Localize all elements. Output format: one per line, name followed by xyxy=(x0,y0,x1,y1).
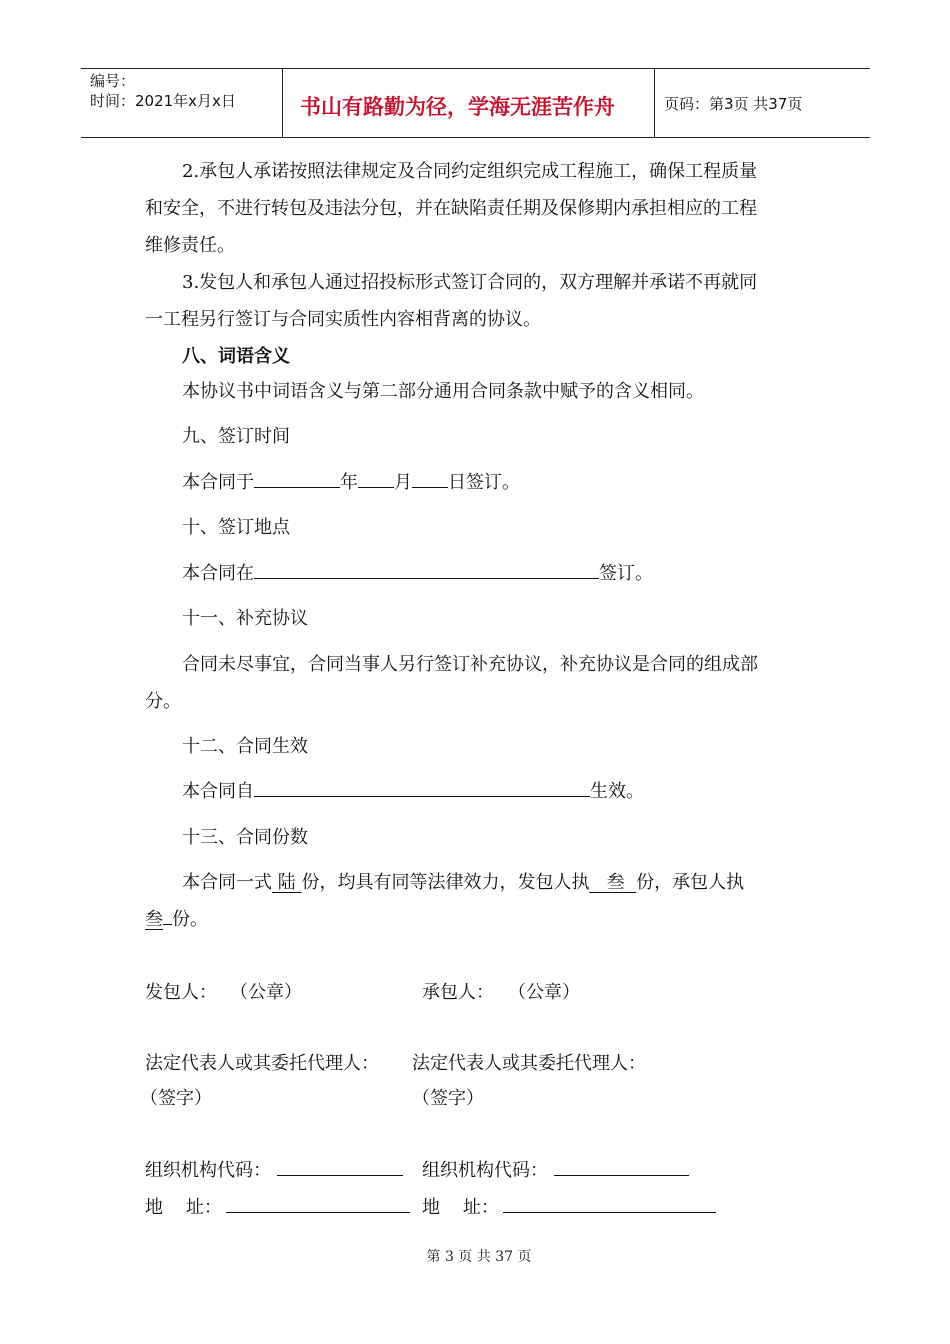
clause-2-line-2: 和安全，不进行转包及违法分包，并在缺陷责任期及保修期内承担相应的工程 xyxy=(145,198,757,219)
clause-2-line-1: 2.承包人承诺按照法律规定及合同约定组织完成工程施工，确保工程质量 xyxy=(182,161,758,182)
signing-date-line xyxy=(182,464,520,501)
clause-3-line-1: 3.发包人和承包人通过招投标形式签订合同的，双方理解并承诺不再就同 xyxy=(182,272,758,293)
signing-place-blank xyxy=(254,558,599,579)
legal-rep-right: 法定代表人或其委托代理人： xyxy=(412,1053,646,1074)
section-13-title: 十三、合同份数 xyxy=(182,827,308,848)
effective-blank xyxy=(254,776,590,797)
address-left-row xyxy=(145,1189,410,1226)
effective-date-line xyxy=(182,773,644,810)
copies-employer: 叁 xyxy=(606,872,625,893)
address-right-label: 地 址： xyxy=(422,1197,499,1218)
copies-line-2 xyxy=(145,901,208,938)
section-12-title: 十二、合同生效 xyxy=(182,736,308,757)
copies-text-c: 份，承包人执 xyxy=(636,872,745,893)
signature-left: （签字） xyxy=(140,1088,212,1109)
copies-line-1 xyxy=(182,864,744,901)
signing-month-label: 月 xyxy=(394,472,412,493)
section-9-title: 九、签订时间 xyxy=(182,426,290,447)
org-code-right-row xyxy=(422,1152,689,1189)
signing-date-prefix: 本合同于 xyxy=(182,472,254,493)
signing-year-blank xyxy=(254,467,340,488)
address-left-blank xyxy=(226,1192,410,1213)
section-8-text: 本协议书中词语含义与第二部分通用合同条款中赋予的含义相同。 xyxy=(182,381,704,402)
copies-contractor: 叁 xyxy=(145,909,163,930)
signing-place-line xyxy=(182,555,653,592)
employer-seal: （公章） xyxy=(230,982,302,1003)
copies-text-d: 份。 xyxy=(172,909,208,930)
serial-number-label: 编号： xyxy=(90,72,136,90)
header-divider xyxy=(654,69,655,137)
header-motto: 书山有路勤为径，学海无涯苦作舟 xyxy=(300,95,615,119)
org-code-left-blank xyxy=(277,1155,403,1176)
signing-place-suffix: 签订。 xyxy=(599,563,653,584)
signature-right: （签字） xyxy=(412,1088,484,1109)
signing-day-label: 日签订。 xyxy=(448,472,520,493)
org-code-left-row xyxy=(145,1152,403,1189)
signing-month-blank xyxy=(358,467,394,488)
signing-year-label: 年 xyxy=(340,472,358,493)
contractor-label: 承包人： xyxy=(422,982,494,1003)
address-right-row xyxy=(422,1189,716,1226)
copies-contractor-underline xyxy=(163,904,172,925)
section-11-line-2: 分。 xyxy=(145,691,181,712)
signing-day-blank xyxy=(412,467,448,488)
copies-text-a: 本合同一式 xyxy=(182,872,272,893)
effective-prefix: 本合同自 xyxy=(182,781,254,802)
org-code-right-blank xyxy=(554,1155,689,1176)
section-8-title: 八、词语含义 xyxy=(182,346,290,367)
clause-2-line-3: 维修责任。 xyxy=(145,235,235,256)
date-label: 时间：2021年x月x日 xyxy=(90,92,236,110)
section-11-title: 十一、补充协议 xyxy=(182,608,308,629)
header-page-info: 页码：第3页 共37页 xyxy=(664,95,803,113)
clause-3-line-2: 一工程另行签订与合同实质性内容相背离的协议。 xyxy=(145,309,541,330)
header-divider xyxy=(282,69,283,137)
legal-rep-left: 法定代表人或其委托代理人： xyxy=(145,1053,379,1074)
address-right-blank xyxy=(503,1192,716,1213)
copies-total: 陆 xyxy=(277,872,296,893)
org-code-right-label: 组织机构代码： xyxy=(422,1160,548,1181)
section-11-line-1: 合同未尽事宜，合同当事人另行签订补充协议，补充协议是合同的组成部 xyxy=(182,654,758,675)
page-footer: 第 3 页 共 37 页 xyxy=(426,1249,532,1265)
copies-text-b: 份，均具有同等法律效力，发包人执 xyxy=(301,872,590,893)
section-10-title: 十、签订地点 xyxy=(182,517,290,538)
effective-suffix: 生效。 xyxy=(590,781,644,802)
signing-place-prefix: 本合同在 xyxy=(182,563,254,584)
address-left-label: 地 址： xyxy=(145,1197,222,1218)
org-code-left-label: 组织机构代码： xyxy=(145,1160,271,1181)
employer-label: 发包人： xyxy=(145,982,217,1003)
contractor-seal: （公章） xyxy=(508,982,580,1003)
